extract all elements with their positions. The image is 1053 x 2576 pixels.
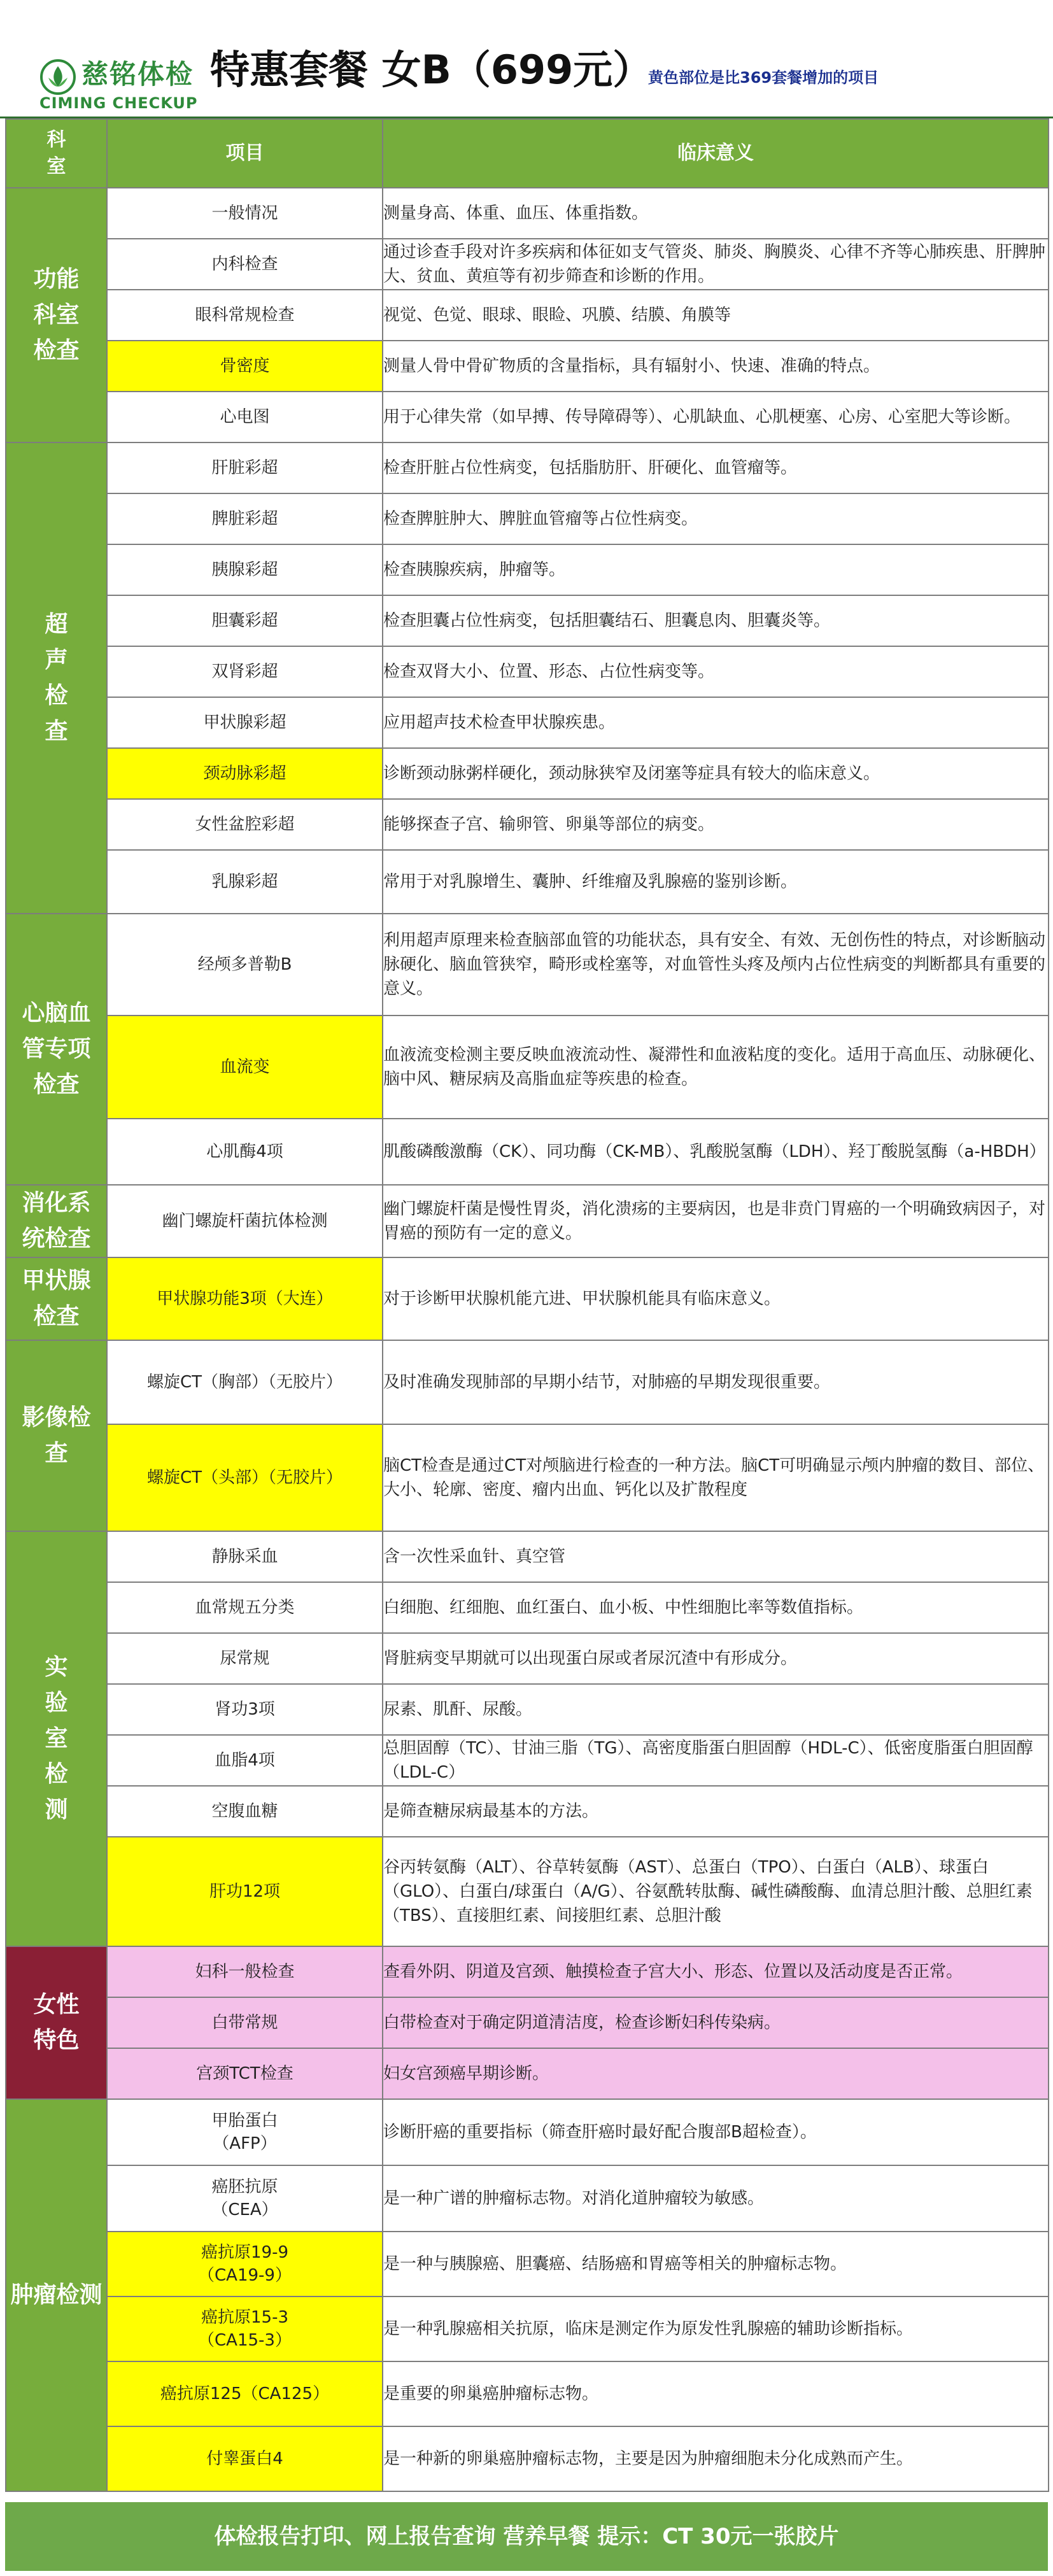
table-row — [6, 799, 1049, 850]
meaning-cell: 诊断肝癌的重要指标（筛查肝癌时最好配合腹部B超检查）。 — [383, 2099, 1049, 2165]
meaning-cell: 视觉、色觉、眼球、眼睑、巩膜、结膜、角膜等 — [383, 290, 1049, 341]
item-cell: 螺旋CT（头部）（无胶片） — [107, 1424, 383, 1531]
table-row — [6, 1582, 1049, 1633]
table-row — [6, 1119, 1049, 1185]
meaning-cell: 是一种广谱的肿瘤标志物。对消化道肿瘤较为敏感。 — [383, 2165, 1049, 2232]
highlight-note: 黄色部位是比369套餐增加的项目 — [648, 69, 879, 87]
table-row — [6, 544, 1049, 595]
table-row — [6, 442, 1049, 493]
meaning-cell: 通过诊查手段对许多疾病和体征如支气管炎、肺炎、胸膜炎、心律不齐等心肺疾患、肝脾肿大、贫血、黄疸等有初步筛查和诊断的作用。 — [383, 239, 1049, 290]
item-cell: 尿常规 — [107, 1633, 383, 1684]
meaning-cell: 用于心律失常（如早搏、传导障碍等）、心肌缺血、心肌梗塞、心房、心室肥大等诊断。 — [383, 392, 1049, 442]
category-cell: 女性 特色 — [6, 1946, 107, 2099]
category-cell: 甲状腺 检查 — [6, 1257, 107, 1340]
meaning-cell: 检查胆囊占位性病变，包括胆囊结石、胆囊息肉、胆囊炎等。 — [383, 595, 1049, 646]
table-row — [6, 1016, 1049, 1119]
item-cell: 脾脏彩超 — [107, 493, 383, 544]
item-cell: 肝功12项 — [107, 1837, 383, 1946]
meaning-cell: 是筛查糖尿病最基本的方法。 — [383, 1786, 1049, 1837]
table-row — [6, 748, 1049, 799]
column-header-meaning: 临床意义 — [383, 119, 1049, 188]
item-cell: 骨密度 — [107, 341, 383, 392]
table-row — [6, 1340, 1049, 1424]
item-cell: 女性盆腔彩超 — [107, 799, 383, 850]
item-cell: 血流变 — [107, 1016, 383, 1119]
item-cell: 癌抗原125（CA125） — [107, 2361, 383, 2426]
category-cell: 实 验 室 检 测 — [6, 1531, 107, 1946]
meaning-cell: 是重要的卵巢癌肿瘤标志物。 — [383, 2361, 1049, 2426]
page-title: 特惠套餐 女B（699元） — [210, 46, 653, 93]
table-row — [6, 1837, 1049, 1946]
table-row — [6, 493, 1049, 544]
table-row — [6, 1786, 1049, 1837]
category-cell: 肿瘤检测 — [6, 2099, 107, 2491]
table-body — [6, 188, 1049, 2491]
table-row — [6, 392, 1049, 442]
meaning-cell: 尿素、肌酐、尿酸。 — [383, 1684, 1049, 1735]
meaning-cell: 测量身高、体重、血压、体重指数。 — [383, 188, 1049, 239]
item-cell: 胆囊彩超 — [107, 595, 383, 646]
meaning-cell: 白带检查对于确定阴道清洁度，检查诊断妇科传染病。 — [383, 1997, 1049, 2048]
column-header-item: 项目 — [107, 119, 383, 188]
table-row — [6, 595, 1049, 646]
table-row — [6, 2361, 1049, 2426]
item-cell: 静脉采血 — [107, 1531, 383, 1582]
category-cell: 影像检 查 — [6, 1340, 107, 1531]
table-header-row — [6, 119, 1049, 188]
table-row — [6, 1735, 1049, 1786]
footer-bar: 体检报告打印、网上报告查询 营养早餐 提示：CT 30元一张胶片 — [5, 2502, 1048, 2571]
lotus-logo-icon — [39, 59, 76, 96]
meaning-cell: 诊断颈动脉粥样硬化，颈动脉狭窄及闭塞等症具有较大的临床意义。 — [383, 748, 1049, 799]
meaning-cell: 检查胰腺疾病，肿瘤等。 — [383, 544, 1049, 595]
item-cell: 肾功3项 — [107, 1684, 383, 1735]
table-row — [6, 1424, 1049, 1531]
meaning-cell: 是一种乳腺癌相关抗原，临床是测定作为原发性乳腺癌的辅助诊断指标。 — [383, 2296, 1049, 2361]
meaning-cell: 利用超声原理来检查脑部血管的功能状态，具有安全、有效、无创伤性的特点，对诊断脑动脉硬化、脑血管狭窄，畸形或栓塞等，对血管性头疼及颅内占位性病变的判断都具有重要的意义。 — [383, 914, 1049, 1016]
item-cell: 心电图 — [107, 392, 383, 442]
category-cell: 消化系 统检查 — [6, 1185, 107, 1257]
item-cell: 空腹血糖 — [107, 1786, 383, 1837]
table-row — [6, 2426, 1049, 2491]
meaning-cell: 含一次性采血针、真空管 — [383, 1531, 1049, 1582]
meaning-cell: 肾脏病变早期就可以出现蛋白尿或者尿沉渣中有形成分。 — [383, 1633, 1049, 1684]
meaning-cell: 检查脾脏肿大、脾脏血管瘤等占位性病变。 — [383, 493, 1049, 544]
table-row — [6, 1997, 1049, 2048]
meaning-cell: 妇女宫颈癌早期诊断。 — [383, 2048, 1049, 2099]
item-cell: 甲状腺功能3项（大连） — [107, 1257, 383, 1340]
item-cell: 螺旋CT（胸部）（无胶片） — [107, 1340, 383, 1424]
table-row — [6, 697, 1049, 748]
meaning-cell: 检查肝脏占位性病变，包括脂肪肝、肝硬化、血管瘤等。 — [383, 442, 1049, 493]
meaning-cell: 脑CT检查是通过CT对颅脑进行检查的一种方法。脑CT可明确显示颅内肿瘤的数目、部位、大小、轮廓、密度、瘤内出血、钙化以及扩散程度 — [383, 1424, 1049, 1531]
item-cell: 癌胚抗原 （CEA） — [107, 2165, 383, 2232]
item-cell: 妇科一般检查 — [107, 1946, 383, 1997]
table-row — [6, 1684, 1049, 1735]
item-cell: 癌抗原19-9 （CA19-9） — [107, 2232, 383, 2296]
item-cell: 胰腺彩超 — [107, 544, 383, 595]
table-row — [6, 2232, 1049, 2296]
item-cell: 内科检查 — [107, 239, 383, 290]
logo-english-name: CIMING CHECKUP — [39, 94, 198, 112]
table-row — [6, 2099, 1049, 2165]
table-row — [6, 341, 1049, 392]
meaning-cell: 白细胞、红细胞、血红蛋白、血小板、中性细胞比率等数值指标。 — [383, 1582, 1049, 1633]
table-row — [6, 646, 1049, 697]
meaning-cell: 及时准确发现肺部的早期小结节，对肺癌的早期发现很重要。 — [383, 1340, 1049, 1424]
item-cell: 宫颈TCT检查 — [107, 2048, 383, 2099]
table-row — [6, 2296, 1049, 2361]
column-header-dept — [6, 119, 107, 188]
item-cell: 白带常规 — [107, 1997, 383, 2048]
table-row — [6, 1633, 1049, 1684]
item-cell: 甲胎蛋白 （AFP） — [107, 2099, 383, 2165]
item-cell: 一般情况 — [107, 188, 383, 239]
meaning-cell: 是一种与胰腺癌、胆囊癌、结肠癌和胃癌等相关的肿瘤标志物。 — [383, 2232, 1049, 2296]
meaning-cell: 应用超声技术检查甲状腺疾患。 — [383, 697, 1049, 748]
meaning-cell: 查看外阴、阴道及宫颈、触摸检查子宫大小、形态、位置以及活动度是否正常。 — [383, 1946, 1049, 1997]
meaning-cell: 是一种新的卵巢癌肿瘤标志物，主要是因为肿瘤细胞未分化成熟而产生。 — [383, 2426, 1049, 2491]
table-row — [6, 850, 1049, 914]
category-cell: 功能 科室 检查 — [6, 188, 107, 442]
item-cell: 经颅多普勒B — [107, 914, 383, 1016]
table-row — [6, 1946, 1049, 1997]
item-cell: 癌抗原15-3 （CA15-3） — [107, 2296, 383, 2361]
page-header — [0, 0, 1053, 118]
table-row — [6, 239, 1049, 290]
table-row — [6, 188, 1049, 239]
table-row — [6, 1185, 1049, 1257]
category-cell: 心脑血 管专项 检查 — [6, 914, 107, 1185]
meaning-cell: 测量人骨中骨矿物质的含量指标，具有辐射小、快速、准确的特点。 — [383, 341, 1049, 392]
checkup-package-table — [5, 118, 1049, 2492]
column-header-dept-label: 科 室 — [46, 129, 66, 178]
table-row — [6, 1257, 1049, 1340]
table-row — [6, 914, 1049, 1016]
category-cell: 超 声 检 查 — [6, 442, 107, 914]
meaning-cell: 能够探查子宫、输卵管、卵巢等部位的病变。 — [383, 799, 1049, 850]
meaning-cell: 血液流变检测主要反映血液流动性、凝滞性和血液粘度的变化。适用于高血压、动脉硬化、脑中风、糖尿病及高脂血症等疾患的检查。 — [383, 1016, 1049, 1119]
item-cell: 眼科常规检查 — [107, 290, 383, 341]
table-row — [6, 2048, 1049, 2099]
meaning-cell: 肌酸磷酸激酶（CK）、同功酶（CK-MB）、乳酸脱氢酶（LDH）、羟丁酸脱氢酶（a-HBDH） — [383, 1119, 1049, 1185]
meaning-cell: 谷丙转氨酶（ALT）、谷草转氨酶（AST）、总蛋白（TPO）、白蛋白（ALB）、球蛋白（GLO）、白蛋白/球蛋白（A/G）、谷氨酰转肽酶、碱性磷酸酶、血清总胆汁酸、总胆红素（TBS）、直接胆红素、间接胆红素、总胆汁酸 — [383, 1837, 1049, 1946]
meaning-cell: 幽门螺旋杆菌是慢性胃炎，消化溃疡的主要病因，也是非贲门胃癌的一个明确致病因子，对胃癌的预防有一定的意义。 — [383, 1185, 1049, 1257]
logo-chinese-name: 慈铭体检 — [81, 59, 194, 90]
item-cell: 心肌酶4项 — [107, 1119, 383, 1185]
item-cell: 血脂4项 — [107, 1735, 383, 1786]
item-cell: 血常规五分类 — [107, 1582, 383, 1633]
item-cell: 幽门螺旋杆菌抗体检测 — [107, 1185, 383, 1257]
table-row — [6, 290, 1049, 341]
item-cell: 肝脏彩超 — [107, 442, 383, 493]
table-row — [6, 2165, 1049, 2232]
item-cell: 双肾彩超 — [107, 646, 383, 697]
item-cell: 颈动脉彩超 — [107, 748, 383, 799]
item-cell: 付睾蛋白4 — [107, 2426, 383, 2491]
table-row — [6, 1531, 1049, 1582]
meaning-cell: 检查双肾大小、位置、形态、占位性病变等。 — [383, 646, 1049, 697]
meaning-cell: 总胆固醇（TC）、甘油三脂（TG）、高密度脂蛋白胆固醇（HDL-C）、低密度脂蛋白胆固醇（LDL-C） — [383, 1735, 1049, 1786]
item-cell: 甲状腺彩超 — [107, 697, 383, 748]
item-cell: 乳腺彩超 — [107, 850, 383, 914]
meaning-cell: 常用于对乳腺增生、囊肿、纤维瘤及乳腺癌的鉴别诊断。 — [383, 850, 1049, 914]
meaning-cell: 对于诊断甲状腺机能亢进、甲状腺机能具有临床意义。 — [383, 1257, 1049, 1340]
